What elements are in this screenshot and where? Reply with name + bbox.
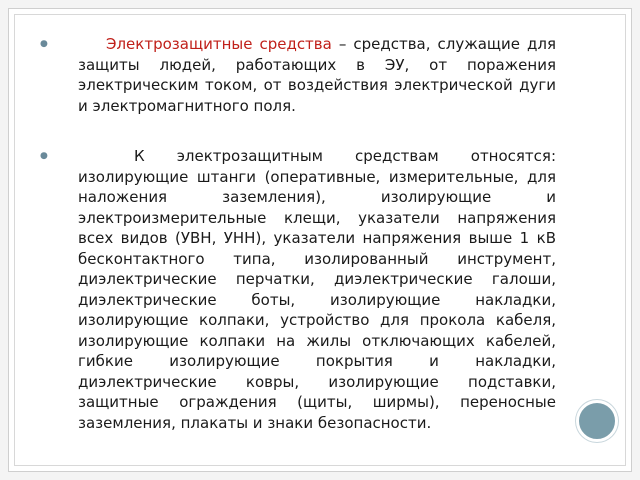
- bullet-icon: ●: [40, 151, 48, 161]
- bullet-definition: [40, 34, 556, 116]
- decorative-circle: [576, 400, 618, 442]
- bullet-icon: ●: [40, 39, 48, 49]
- bullet-list: [40, 34, 556, 433]
- term-highlight: Электрозащитные средства: [106, 35, 332, 53]
- definition-text: – средства, служащие для защиты людей, работающих в ЭУ, от поражения электрическим током, от воздействия электрической дуги и электромагнитного поля.: [78, 35, 556, 115]
- means-list-text: К электрозащитным средствам относятся: изолирующие штанги (оперативные, измерительные, для наложения заземления), изолирующие и электроизмерительные клещи, указатели напряжения всех видов (УВН, УНН), указатели напряжения выше 1 кВ бесконтактного типа, изолированный инструмент, диэлектрические перчатки, диэлектрические галоши, диэлектрические боты, изолирующие накладки, изолирующие колпаки, устройство для прокола кабеля, изолирующие колпаки на жилы отключающих кабелей, гибкие изолирующие покрытия и накладки, диэлектрические ковры, изолирующие подставки, защитные ограждения (щиты, ширмы), переносные заземления, плакаты и знаки безопасности.: [78, 147, 556, 432]
- bullet-list-of-means: [40, 146, 556, 433]
